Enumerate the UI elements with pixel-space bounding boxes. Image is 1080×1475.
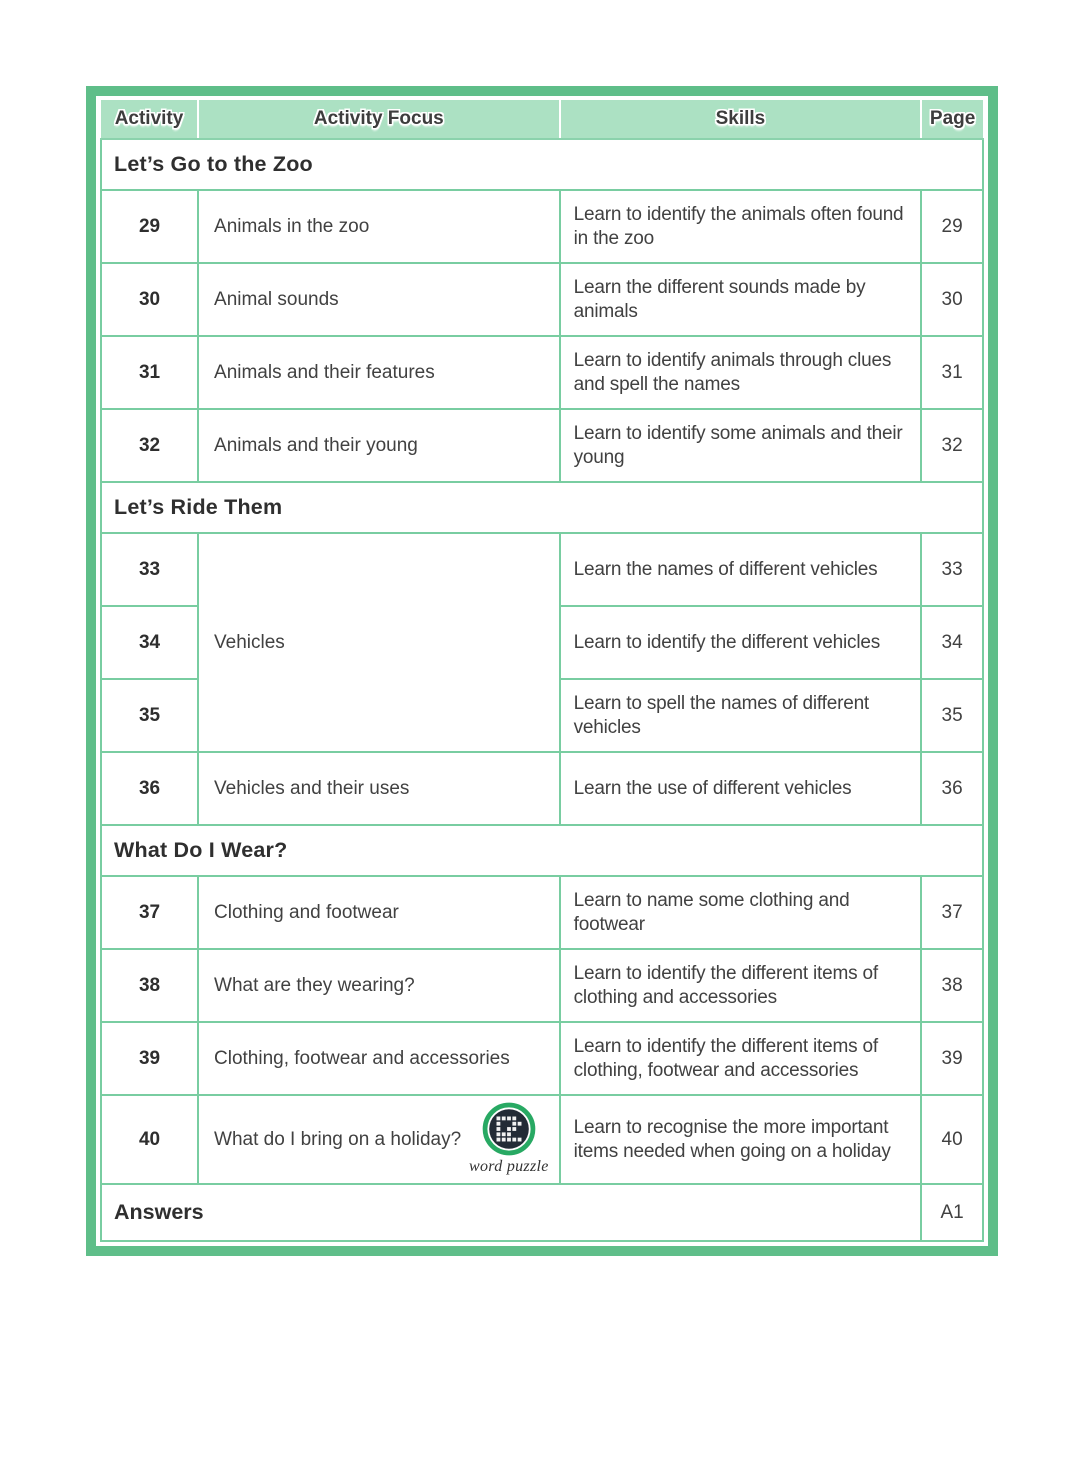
column-header-skills: Skills: [560, 100, 922, 139]
skills-cell: Learn to identify animals through clues and spell the names: [560, 336, 922, 409]
activity-focus-cell: Vehicles: [198, 533, 560, 752]
table-header: [101, 100, 983, 139]
activity-row: [101, 876, 983, 949]
skills-cell: Learn to identify the different items of clothing, footwear and accessories: [560, 1022, 922, 1095]
section-title: Let’s Ride Them: [101, 482, 983, 533]
skills-cell: Learn to identify the different items of clothing and accessories: [560, 949, 922, 1022]
column-header-activity: Activity: [101, 100, 198, 139]
contents-table: [100, 100, 984, 1242]
skills-cell: Learn the names of different vehicles: [560, 533, 922, 606]
section-row: [101, 139, 983, 190]
activity-focus-cell: [198, 1095, 560, 1184]
page-number-cell: 39: [921, 1022, 983, 1095]
activity-number-cell: 39: [101, 1022, 198, 1095]
page-number-cell: 30: [921, 263, 983, 336]
section-row: [101, 482, 983, 533]
table-body: [101, 139, 983, 1241]
header-row: [101, 100, 983, 139]
activity-number-cell: 29: [101, 190, 198, 263]
column-header-activity-focus: Activity Focus: [198, 100, 560, 139]
activity-number-cell: 33: [101, 533, 198, 606]
skills-cell: Learn to identify the different vehicles: [560, 606, 922, 679]
answers-label-cell: Answers: [101, 1184, 921, 1241]
activity-number-cell: 38: [101, 949, 198, 1022]
section-row: [101, 825, 983, 876]
activity-row: [101, 409, 983, 482]
activity-number-cell: 31: [101, 336, 198, 409]
activity-row: [101, 1022, 983, 1095]
answers-row: [101, 1184, 983, 1241]
page-number-cell: 33: [921, 533, 983, 606]
activity-focus-cell: Clothing and footwear: [198, 876, 560, 949]
word-puzzle-caption: word puzzle: [469, 1158, 549, 1176]
activity-number-cell: 36: [101, 752, 198, 825]
skills-cell: Learn to identify some animals and their young: [560, 409, 922, 482]
page-number-cell: 31: [921, 336, 983, 409]
activity-number-cell: 30: [101, 263, 198, 336]
activity-focus-cell: Clothing, footwear and accessories: [198, 1022, 560, 1095]
activity-row: [101, 752, 983, 825]
activity-focus-cell: What are they wearing?: [198, 949, 560, 1022]
word-puzzle-icon-block: [469, 1102, 549, 1177]
word-puzzle-icon: [482, 1102, 536, 1156]
page-number-cell: 29: [921, 190, 983, 263]
activity-number-cell: 40: [101, 1095, 198, 1184]
activity-row: [101, 533, 983, 606]
skills-cell: Learn the different sounds made by animals: [560, 263, 922, 336]
activity-focus-label: What do I bring on a holiday?: [214, 1128, 462, 1150]
activity-row: [101, 263, 983, 336]
page-number-cell: 37: [921, 876, 983, 949]
section-title: Let’s Go to the Zoo: [101, 139, 983, 190]
answers-page-cell: A1: [921, 1184, 983, 1241]
activity-row: [101, 336, 983, 409]
page-number-cell: 34: [921, 606, 983, 679]
page-number-cell: 38: [921, 949, 983, 1022]
activity-number-cell: 32: [101, 409, 198, 482]
skills-cell: Learn to spell the names of different vehicles: [560, 679, 922, 752]
activity-focus-cell: Animals in the zoo: [198, 190, 560, 263]
skills-cell: Learn the use of different vehicles: [560, 752, 922, 825]
activity-focus-cell: Vehicles and their uses: [198, 752, 560, 825]
skills-cell: Learn to name some clothing and footwear: [560, 876, 922, 949]
activity-focus-cell: Animals and their features: [198, 336, 560, 409]
activity-row: [101, 949, 983, 1022]
contents-table-frame: [86, 86, 998, 1256]
activity-row: [101, 1095, 983, 1184]
activity-focus-cell: Animals and their young: [198, 409, 560, 482]
activity-row: [101, 190, 983, 263]
column-header-page: Page: [921, 100, 983, 139]
activity-number-cell: 37: [101, 876, 198, 949]
skills-cell: Learn to identify the animals often found in the zoo: [560, 190, 922, 263]
skills-cell: Learn to recognise the more important items needed when going on a holiday: [560, 1095, 922, 1184]
activity-number-cell: 35: [101, 679, 198, 752]
activity-number-cell: 34: [101, 606, 198, 679]
page-number-cell: 40: [921, 1095, 983, 1184]
page-number-cell: 35: [921, 679, 983, 752]
page-number-cell: 36: [921, 752, 983, 825]
activity-focus-cell: Animal sounds: [198, 263, 560, 336]
focus-content: [214, 1102, 551, 1177]
section-title: What Do I Wear?: [101, 825, 983, 876]
page-number-cell: 32: [921, 409, 983, 482]
